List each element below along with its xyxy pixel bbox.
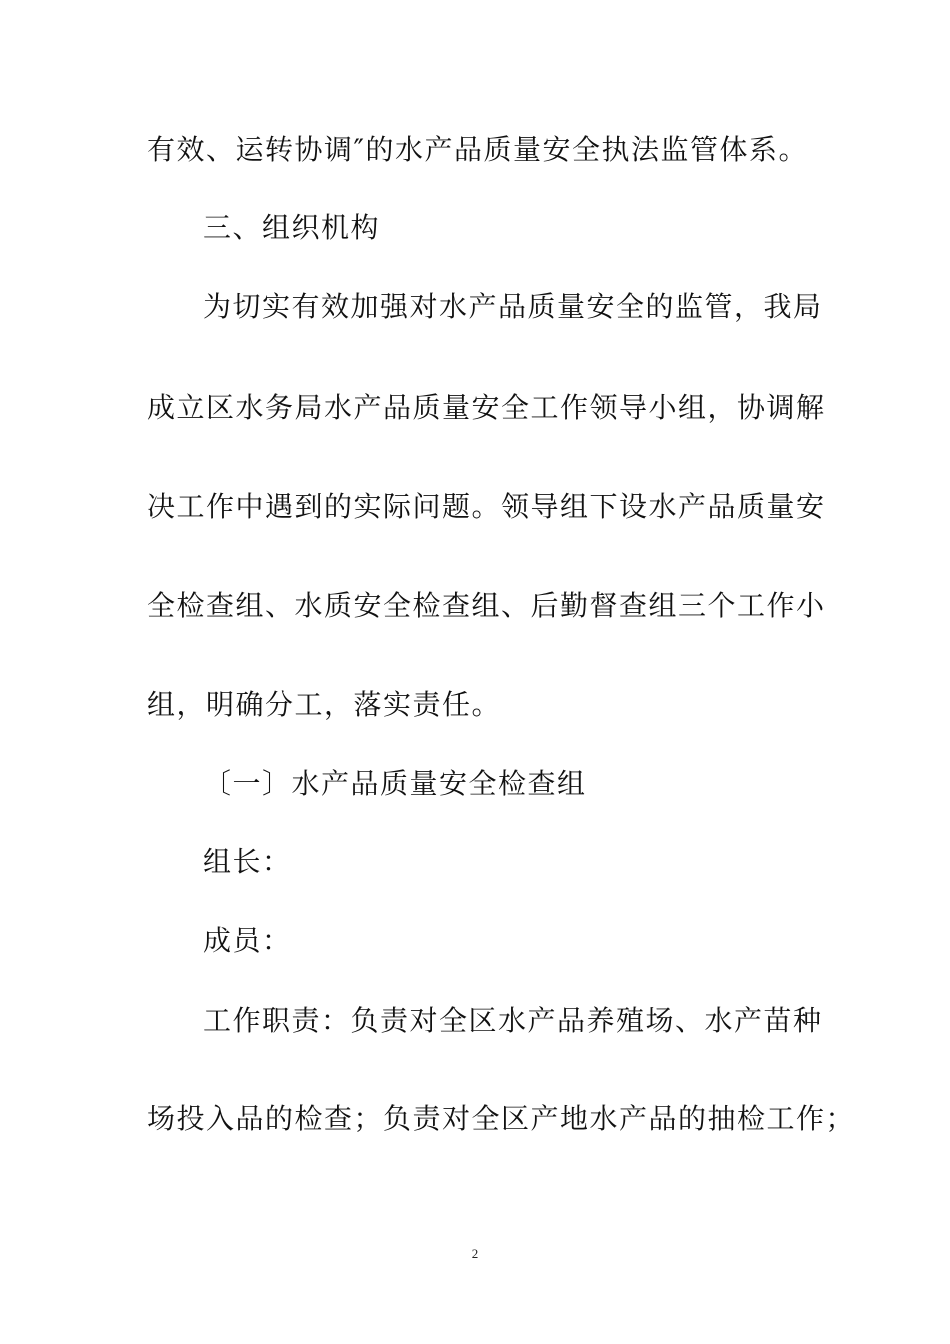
members-label: 成员：	[203, 924, 292, 957]
leader-label: 组长：	[203, 845, 292, 878]
paragraph-line: 决工作中遇到的实际问题。领导组下设水产品质量安	[147, 490, 826, 523]
paragraph-line: 为切实有效加强对水产品质量安全的监管，我局	[203, 290, 823, 323]
paragraph-line: 全检查组、水质安全检查组、后勤督查组三个工作小	[147, 589, 826, 622]
page-number: 2	[471, 1246, 479, 1261]
paragraph-line: 场投入品的检查；负责对全区产地水产品的抽检工作；	[147, 1102, 856, 1135]
paragraph-line: 组，明确分工，落实责任。	[147, 688, 502, 721]
subsection-heading: 〔一〕水产品质量安全检查组	[203, 767, 587, 800]
section-heading: 三、组织机构	[203, 211, 381, 244]
paragraph-line: 工作职责：负责对全区水产品养殖场、水产苗种	[203, 1004, 823, 1037]
paragraph-line: 成立区水务局水产品质量安全工作领导小组，协调解	[147, 391, 826, 424]
paragraph-line: 有效、运转协调″的水产品质量安全执法监管体系。	[147, 133, 808, 166]
